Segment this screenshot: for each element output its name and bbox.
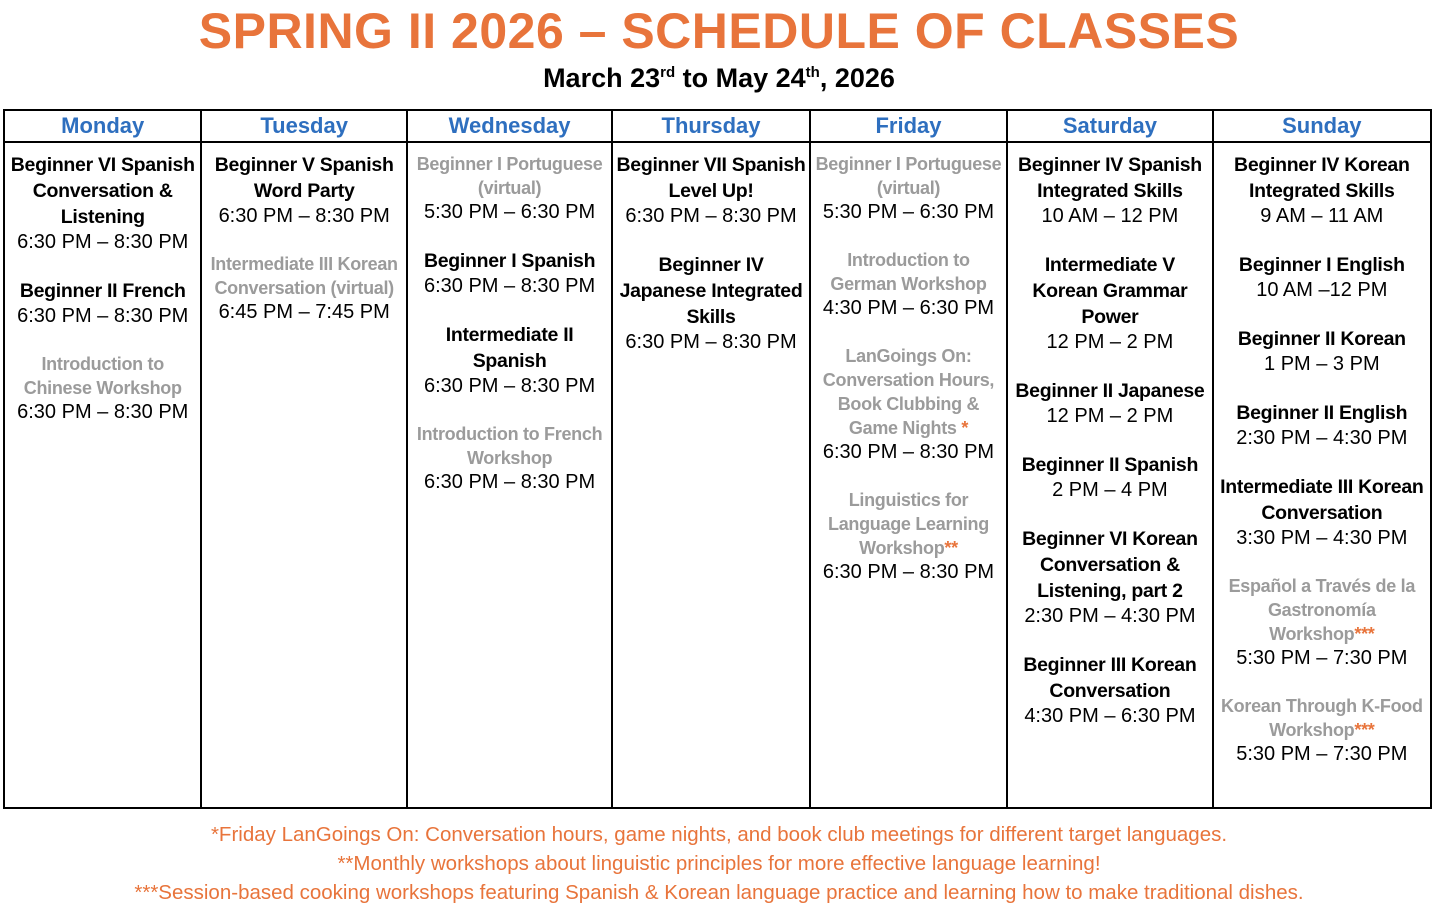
class-entry (411, 322, 608, 398)
day-classes (408, 143, 611, 494)
class-time: 5:30 PM – 6:30 PM (822, 201, 995, 223)
class-name (411, 248, 608, 274)
class-name (1011, 378, 1208, 404)
class-entry (814, 344, 1003, 464)
class-entry (616, 152, 805, 228)
class-name (1217, 152, 1427, 204)
class-time: 5:30 PM – 7:30 PM (1236, 647, 1408, 669)
footnote-1: *Friday LanGoings On: Conversation hours, game nights, and book club meetings for different target languages. (210, 823, 1228, 846)
date-start: March 23 (543, 63, 661, 93)
class-entry (411, 422, 608, 494)
class-name-text: Beginner VII Spanish Level Up! (616, 154, 806, 202)
day-column-tuesday (202, 111, 407, 807)
day-column-monday (5, 111, 202, 807)
class-time: 6:30 PM – 8:30 PM (822, 441, 995, 463)
schedule-table (3, 109, 1432, 809)
class-name-text: Beginner III Korean Conversation (1023, 654, 1197, 702)
class-name (1217, 694, 1427, 742)
footnote-3: ***Session-based cooking workshops featuring Spanish & Korean language practice and learning how to make traditional dishes. (134, 881, 1304, 904)
class-entry (814, 248, 1003, 320)
class-name (1011, 252, 1208, 330)
class-entry (1217, 152, 1427, 228)
class-name (1217, 574, 1427, 646)
class-name (8, 152, 197, 230)
day-classes (1214, 143, 1430, 766)
class-name (1011, 652, 1208, 704)
class-entry (1011, 526, 1208, 628)
class-time: 10 AM –12 PM (1256, 279, 1388, 301)
class-time: 6:30 PM – 8:30 PM (822, 561, 995, 583)
class-time: 12 PM – 2 PM (1046, 331, 1174, 353)
class-name-text: Linguistics for Language Learning Workshop (828, 490, 989, 558)
class-time: 9 AM – 11 AM (1260, 205, 1384, 227)
class-name (411, 152, 608, 200)
class-name (814, 488, 1003, 560)
class-name-text: Beginner I English (1238, 254, 1405, 276)
class-name-text: Intermediate II Spanish (445, 324, 574, 372)
class-entry (1217, 574, 1427, 670)
date-range (0, 60, 1438, 96)
class-name-text: Intermediate III Korean Conversation (virtual) (210, 254, 398, 298)
date-end-suffix: th (805, 64, 820, 81)
class-name (616, 152, 805, 204)
class-name (1011, 526, 1208, 604)
class-entry (1011, 378, 1208, 428)
class-time: 4:30 PM – 6:30 PM (822, 297, 995, 319)
class-time: 4:30 PM – 6:30 PM (1024, 705, 1196, 727)
class-name (1011, 452, 1208, 478)
class-time: 6:30 PM – 8:30 PM (625, 331, 797, 353)
class-name-text: Beginner IV Spanish Integrated Skills (1017, 154, 1202, 202)
class-name (814, 152, 1003, 200)
day-classes (5, 143, 200, 424)
footnote-marker: ** (944, 538, 958, 558)
day-header: Tuesday (202, 111, 405, 143)
class-name-text: Beginner VI Spanish Conversation & Listening (10, 154, 195, 228)
class-name (1217, 400, 1427, 426)
day-column-thursday (613, 111, 810, 807)
footnotes (0, 820, 1438, 907)
class-name-text: Beginner II English (1236, 402, 1408, 424)
class-name-text: LanGoings On: Conversation Hours, Book Clubbing & Game Nights (822, 346, 995, 438)
day-header: Sunday (1214, 111, 1430, 143)
class-time: 2:30 PM – 4:30 PM (1236, 427, 1408, 449)
class-time: 6:30 PM – 8:30 PM (423, 471, 596, 493)
class-name (8, 278, 197, 304)
day-header: Thursday (613, 111, 808, 143)
class-entry (205, 252, 402, 324)
class-entry (411, 248, 608, 298)
class-entry (205, 152, 402, 228)
class-entry (1217, 474, 1427, 550)
day-classes (613, 143, 808, 354)
day-column-sunday (1214, 111, 1430, 807)
class-entry (616, 252, 805, 354)
class-time: 6:30 PM – 8:30 PM (17, 305, 189, 327)
footnote-marker: *** (1354, 624, 1375, 644)
class-name (616, 252, 805, 330)
class-name-text: Korean Through K-Food Workshop (1220, 696, 1423, 740)
class-name-text: Beginner II Japanese (1015, 380, 1205, 402)
class-entry (1217, 326, 1427, 376)
day-header: Wednesday (408, 111, 611, 143)
day-column-friday (811, 111, 1008, 807)
day-classes (811, 143, 1006, 584)
class-name-text: Introduction to German Workshop (830, 250, 987, 294)
class-entry (1011, 652, 1208, 728)
class-entry (411, 152, 608, 224)
class-name-text: Beginner II Korean (1237, 328, 1406, 350)
class-entry (8, 152, 197, 254)
class-entry (814, 152, 1003, 224)
class-time: 6:30 PM – 8:30 PM (218, 205, 390, 227)
day-header: Monday (5, 111, 200, 143)
class-name-text: Beginner VI Korean Conversation & Listening, part 2 (1022, 528, 1198, 602)
class-name-text: Beginner I Portuguese (virtual) (815, 154, 1002, 198)
class-time: 2:30 PM – 4:30 PM (1024, 605, 1196, 627)
footnote-marker: * (956, 418, 969, 438)
class-name-text: Intermediate V Korean Grammar Power (1032, 254, 1188, 328)
class-time: 6:45 PM – 7:45 PM (218, 301, 390, 323)
class-name-text: Introduction to French Workshop (416, 424, 603, 468)
class-name-text: Beginner I Portuguese (virtual) (416, 154, 603, 198)
class-name-text: Beginner V Spanish Word Party (214, 154, 394, 202)
class-time: 6:30 PM – 8:30 PM (423, 375, 596, 397)
class-name (8, 352, 197, 400)
class-name (1011, 152, 1208, 204)
class-entry (1217, 252, 1427, 302)
class-name (205, 152, 402, 204)
class-time: 6:30 PM – 8:30 PM (625, 205, 797, 227)
class-time: 3:30 PM – 4:30 PM (1236, 527, 1408, 549)
class-time: 6:30 PM – 8:30 PM (17, 231, 189, 253)
class-entry (1011, 152, 1208, 228)
date-end: to May 24 (675, 63, 806, 93)
class-time: 2 PM – 4 PM (1052, 479, 1168, 501)
class-name-text: Intermediate III Korean Conversation (1220, 476, 1424, 524)
class-time: 1 PM – 3 PM (1264, 353, 1380, 375)
class-name-text: Español a Través de la Gastronomía Workshop (1228, 576, 1416, 644)
day-column-wednesday (408, 111, 613, 807)
class-time: 10 AM – 12 PM (1041, 205, 1179, 227)
class-name (411, 422, 608, 470)
class-entry (8, 278, 197, 328)
day-header: Saturday (1008, 111, 1211, 143)
class-time: 5:30 PM – 7:30 PM (1236, 743, 1408, 765)
day-column-saturday (1008, 111, 1213, 807)
class-entry (1217, 400, 1427, 450)
class-name (814, 344, 1003, 440)
class-time: 12 PM – 2 PM (1046, 405, 1174, 427)
class-name (1217, 326, 1427, 352)
class-entry (814, 488, 1003, 584)
class-entry (1011, 252, 1208, 354)
footnote-marker: *** (1354, 720, 1375, 740)
class-entry (1011, 452, 1208, 502)
class-name-text: Beginner I Spanish (423, 250, 596, 272)
class-name (411, 322, 608, 374)
class-time: 6:30 PM – 8:30 PM (423, 275, 596, 297)
footnote-2: **Monthly workshops about linguistic principles for more effective language learning! (337, 852, 1101, 875)
class-name (1217, 252, 1427, 278)
class-name-text: Beginner IV Japanese Integrated Skills (619, 254, 803, 328)
day-header: Friday (811, 111, 1006, 143)
class-entry (8, 352, 197, 424)
class-name-text: Beginner IV Korean Integrated Skills (1234, 154, 1410, 202)
class-name-text: Introduction to Chinese Workshop (23, 354, 182, 398)
class-time: 5:30 PM – 6:30 PM (423, 201, 596, 223)
class-name (814, 248, 1003, 296)
class-name (205, 252, 402, 300)
date-start-suffix: rd (660, 64, 676, 81)
date-year: , 2026 (819, 63, 895, 93)
class-name-text: Beginner II Spanish (1021, 454, 1199, 476)
class-name-text: Beginner II French (19, 280, 186, 302)
day-classes (1008, 143, 1211, 728)
class-name (1217, 474, 1427, 526)
class-entry (1217, 694, 1427, 766)
day-classes (202, 143, 405, 324)
class-time: 6:30 PM – 8:30 PM (17, 401, 189, 423)
page-title: SPRING II 2026 – SCHEDULE OF CLASSES (198, 3, 1240, 59)
